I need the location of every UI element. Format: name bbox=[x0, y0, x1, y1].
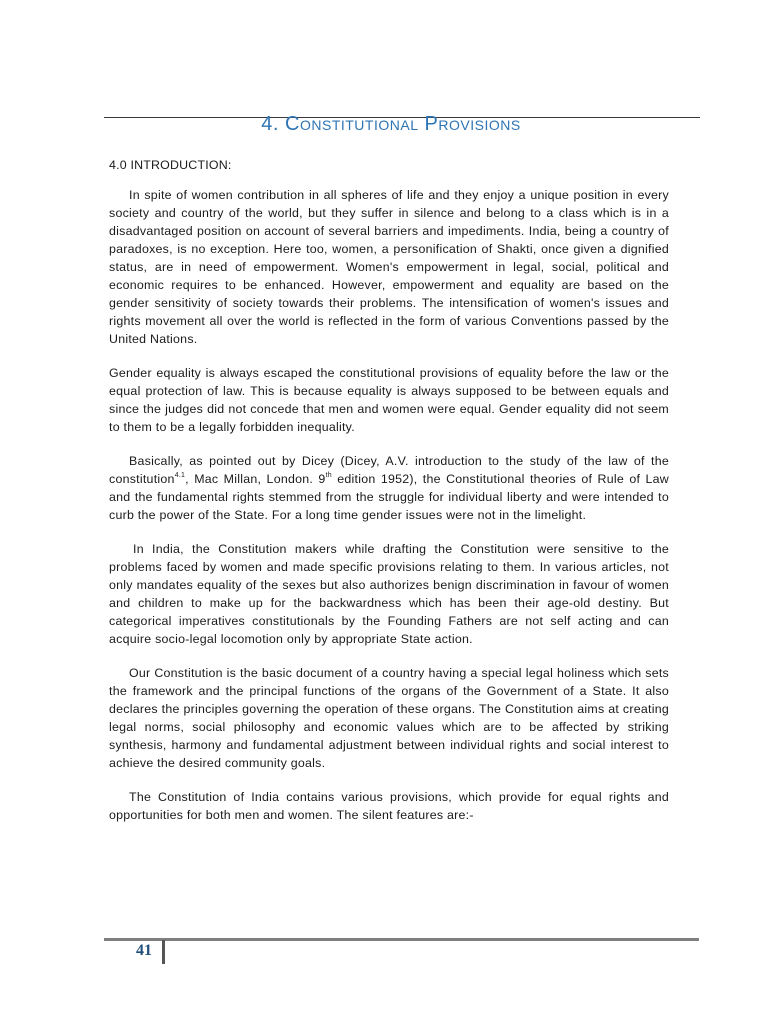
paragraph-basic-document: Our Constitution is the basic document of a country having a special legal holiness which sets the framework and the principal functions of the organs of the Government of a State. It also declares the principles governing the operation of these organs. The Constitution aims at creating legal norms, social philosophy and economic values which are to be affected by striking synthesis, harmony and fundamental adjustment between individual rights and social interest to achieve the desired community goals. bbox=[109, 666, 669, 770]
ordinal-suffix: th bbox=[325, 472, 332, 479]
paragraph-intro: In spite of women contribution in all spheres of life and they enjoy a unique position in every society and country of the world, but they suffer in silence and belong to a class which is in a disadvantaged position on account of several barriers and impediments. India, being a country of paradoxes, is no exception. Here too, women, a personification of Shakti, once given a dignified status, are in need of empowerment. Women's empowerment in legal, social, political and economic requires to be enhanced. However, empowerment and equality are based on the gender sensitivity of society towards their problems. The intensification of women's issues and rights movement all over the world is reflected in the form of various Conventions passed by the United Nations. bbox=[109, 188, 669, 346]
chapter-title: 4. Constitutional Provisions bbox=[261, 113, 521, 135]
paragraph-gender-equality: Gender equality is always escaped the constitutional provisions of equality before the law or the equal protection of law. This is because equality is always supposed to be between equals and since the judges did not concede that men and women were equal. Gender equality did not seem to them to be a legally forbidden inequality. bbox=[109, 366, 669, 434]
paragraph-dicey-part2: , Mac Millan, London. 9 bbox=[185, 472, 326, 486]
footer-rule bbox=[104, 938, 699, 941]
paragraph-constitution-makers: In India, the Constitution makers while drafting the Constitution were sensitive to the problems faced by women and made specific provisions relating to them. In various articles, not only mandates equality of the sexes but also authorizes benign discrimination in favour of women and children to make up for the backwardness which has been their age-old destiny. But categorical imperatives constitutionals by the Founding Fathers are not self acting and can acquire socio-legal locomotion only by appropriate State action. bbox=[109, 542, 669, 646]
page-number: 41 bbox=[136, 942, 152, 959]
paragraph-provisions: The Constitution of India contains various provisions, which provide for equal rights and opportunities for both men and women. The silent features are:- bbox=[109, 790, 669, 822]
paragraph-dicey bbox=[109, 452, 669, 524]
page-number-divider bbox=[162, 940, 165, 964]
paragraph-dicey-part1: Basically, as pointed out by Dicey (Dicey, A.V. introduction to the study of the law of the constitution bbox=[109, 454, 669, 486]
section-heading: 4.0 INTRODUCTION: bbox=[109, 158, 232, 172]
paragraph-dicey-part3: edition 1952), the Constitutional theories of Rule of Law and the fundamental rights stemmed from the struggle for individual liberty and were intended to curb the power of the State. For a long time gender issues were not in the limelight. bbox=[109, 472, 669, 522]
footnote-marker: 4.1 bbox=[174, 472, 186, 479]
document-body bbox=[109, 156, 669, 840]
